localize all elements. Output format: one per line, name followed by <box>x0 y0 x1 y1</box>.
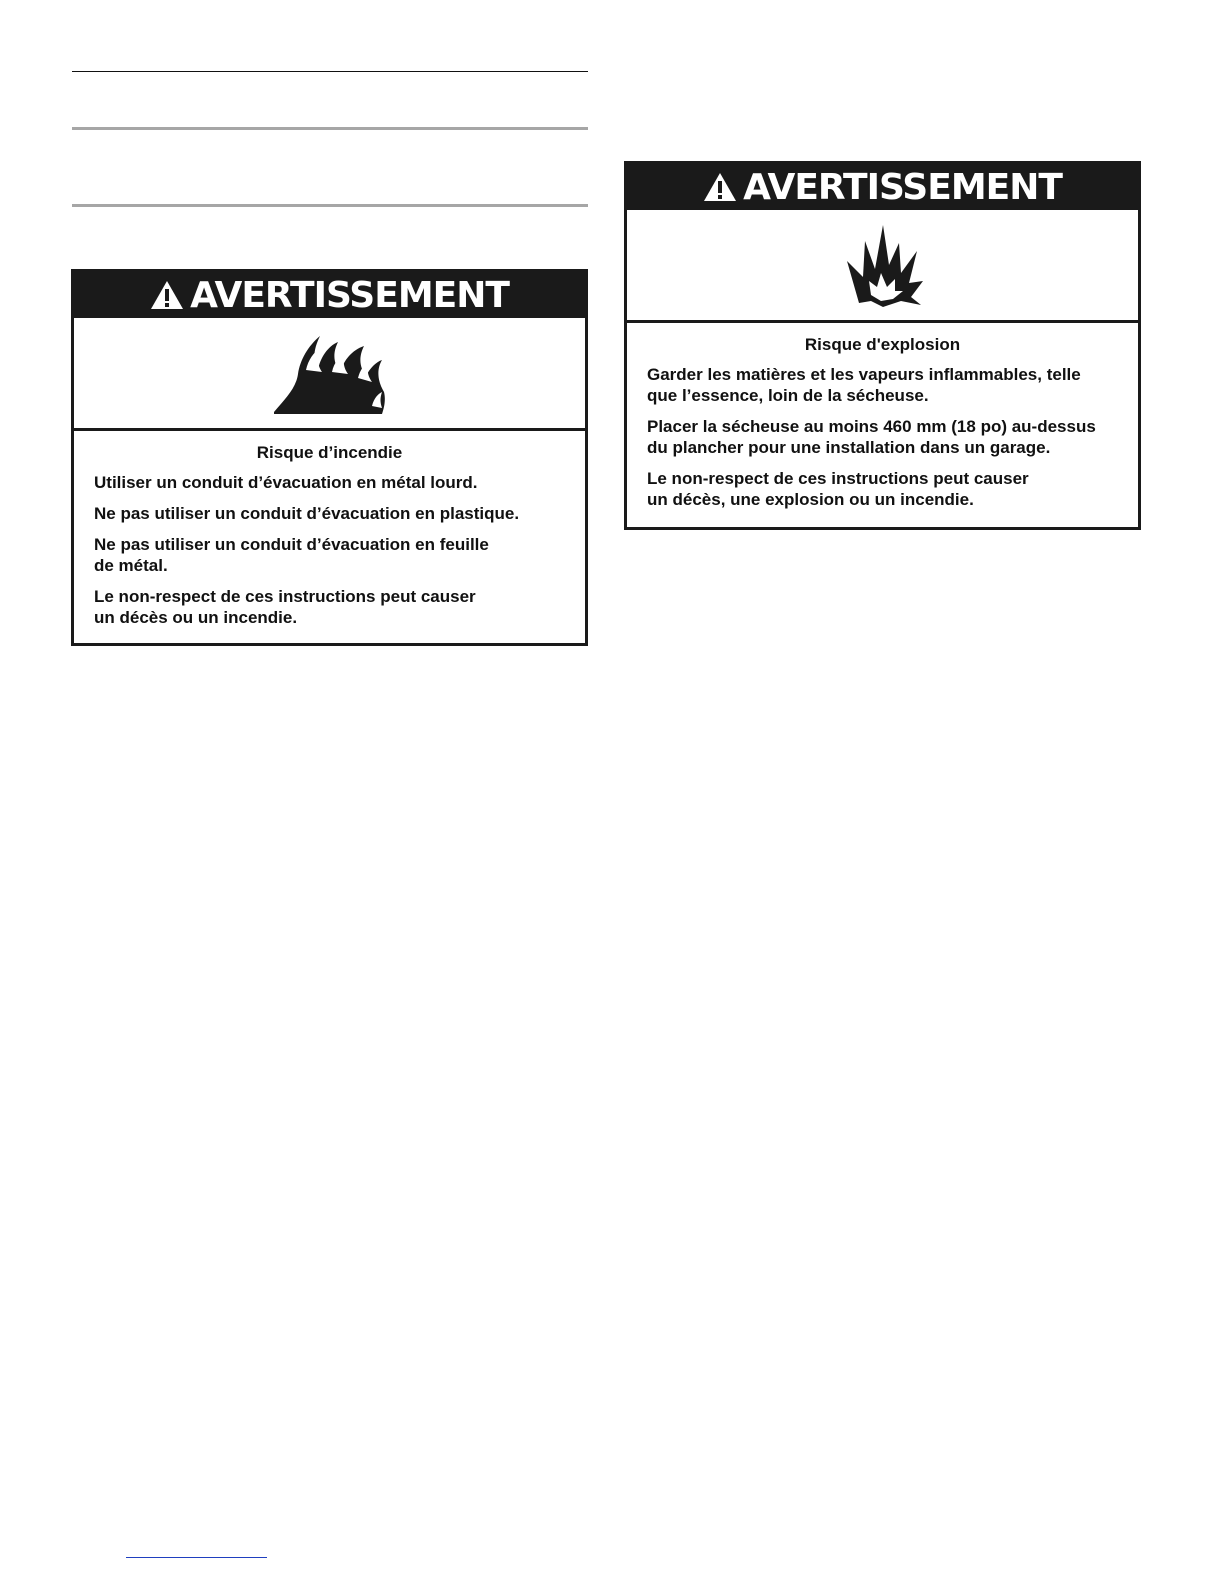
explosion-icon-area <box>627 210 1138 323</box>
warning-header <box>74 272 585 318</box>
warning-line: Garder les matières et les vapeurs inflammables, telle que l’essence, loin de la sécheuse. <box>647 365 1081 405</box>
warning-line: Placer la sécheuse au moins 460 mm (18 po) au-dessus du plancher pour une installation dans un garage. <box>647 417 1096 457</box>
section-rule-1 <box>72 127 588 130</box>
explosion-icon <box>841 221 925 309</box>
footer-link-underline[interactable] <box>126 1557 267 1558</box>
top-rule <box>72 71 588 72</box>
warning-triangle-icon <box>703 172 737 202</box>
warning-header-text: AVERTISSEMENT <box>743 166 1062 208</box>
warning-line: Le non-respect de ces instructions peut causer un décès, une explosion ou un incendie. <box>647 469 1029 509</box>
warning-line: Utiliser un conduit d’évacuation en métal lourd. <box>94 473 478 492</box>
warning-triangle-icon <box>150 280 184 310</box>
warning-body <box>627 323 1138 520</box>
warning-header <box>627 164 1138 210</box>
fire-icon-area <box>74 318 585 431</box>
fire-warning-box <box>71 269 588 646</box>
warning-subtitle: Risque d’incendie <box>256 443 403 462</box>
warning-subtitle: Risque d'explosion <box>804 335 961 354</box>
fire-icon <box>272 330 388 416</box>
warning-line: Ne pas utiliser un conduit d’évacuation en plastique. <box>94 504 520 523</box>
explosion-warning-box <box>624 161 1141 530</box>
warning-line: Le non-respect de ces instructions peut causer un décès ou un incendie. <box>94 587 476 627</box>
section-rule-2 <box>72 204 588 207</box>
warning-header-text: AVERTISSEMENT <box>190 274 509 316</box>
warning-line: Ne pas utiliser un conduit d’évacuation en feuille de métal. <box>94 535 489 575</box>
warning-body <box>74 431 585 638</box>
